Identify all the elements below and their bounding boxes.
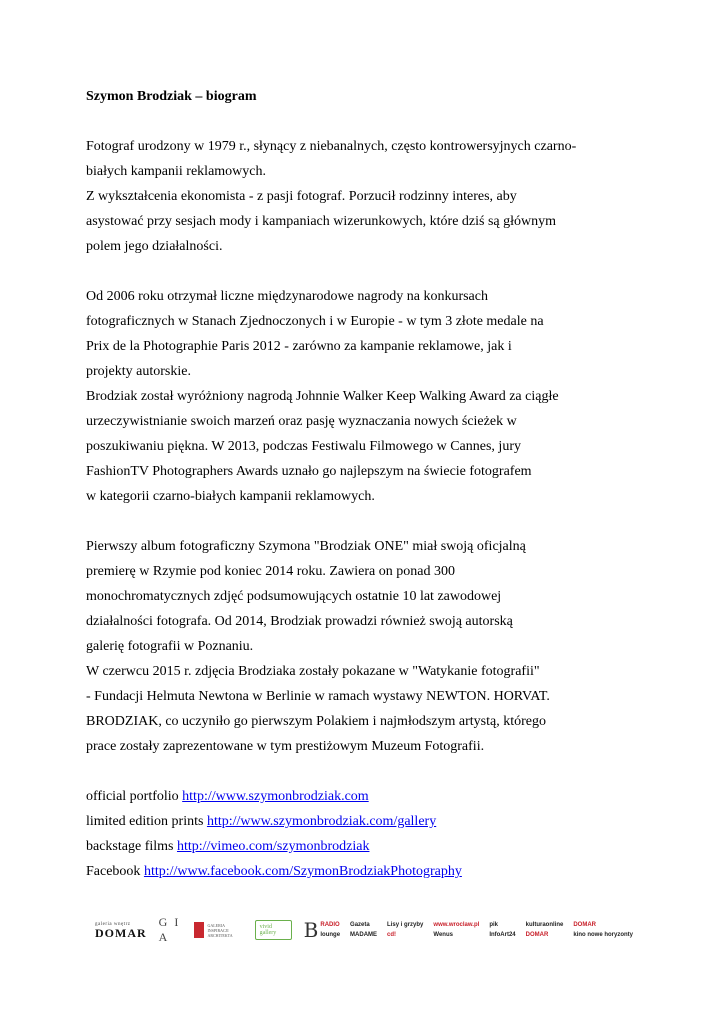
media-partner-logos — [318, 921, 635, 939]
sponsor-logo: InfoArt24 — [489, 932, 516, 938]
sponsor-logo: DOMAR — [525, 932, 549, 938]
gia-red-mark — [194, 922, 205, 938]
sponsor-logo: DOMAR — [573, 922, 596, 928]
sponsor-logo: kino nowe horyzonty — [573, 932, 633, 938]
paragraph-line: poszukiwaniu piękna. W 2013, podczas Festiwalu Filmowego w Cannes, jury — [86, 439, 521, 454]
biography-body — [86, 134, 686, 759]
link-label: Facebook — [86, 864, 141, 879]
b-logo: B — [303, 918, 319, 942]
paragraph-line: Od 2006 roku otrzymał liczne międzynarodowe nagrody na konkursach — [86, 289, 488, 304]
link-url[interactable]: http://www.szymonbrodziak.com — [182, 789, 369, 804]
paragraph-line: Fotograf urodzony w 1979 r., słynący z niebanalnych, często kontrowersyjnych czarno- — [86, 139, 577, 154]
page-title: Szymon Brodziak – biogram — [86, 89, 257, 104]
paragraph-line: fotograficznych w Stanach Zjednoczonych i w Europie - w tym 3 złote medale na — [86, 314, 544, 329]
paragraph-line: działalności fotografa. Od 2014, Brodziak prowadzi również swoją autorską — [86, 614, 513, 629]
sponsor-logo: Gazeta — [350, 922, 370, 928]
paragraph-line: Prix de la Photographie Paris 2012 - zarówno za kampanie reklamowe, jak i — [86, 339, 512, 354]
gia-letters: G I A — [158, 915, 181, 944]
sponsor-logo: lounge — [320, 932, 341, 938]
sponsor-logo: cd! — [387, 932, 397, 938]
sponsor-logo: pik — [489, 922, 498, 928]
paragraph — [86, 534, 686, 759]
sponsor-logos-strip — [95, 910, 635, 950]
link-row — [86, 859, 686, 884]
sponsor-logo: Lisy i grzyby — [387, 922, 424, 928]
paragraph-line: urzeczywistnianie swoich marzeń oraz pasję wyznaczania nowych ścieżek w — [86, 414, 517, 429]
domar-logo — [95, 922, 147, 939]
partner-logos — [95, 915, 318, 945]
document-page — [86, 84, 686, 884]
link-url[interactable]: http://vimeo.com/szymonbrodziak — [176, 839, 370, 854]
paragraph-line: BRODZIAK, co uczyniło go pierwszym Polakiem i najmłodszym artystą, którego — [86, 714, 546, 729]
paragraph-line: projekty autorskie. — [86, 364, 191, 379]
sponsor-logo: Wenus — [433, 932, 453, 938]
link-row — [86, 809, 686, 834]
paragraph-line: prace zostały zaprezentowane w tym prestiżowym Muzeum Fotografii. — [86, 739, 485, 754]
paragraph-line: asystować przy sesjach mody i kampaniach wizerunkowych, które dziś są głównym — [86, 214, 557, 229]
sponsor-logo: MADAME — [350, 932, 378, 938]
link-row — [86, 784, 686, 809]
paragraph-line: monochromatycznych zdjęć podsumowujących ostatnie 10 lat zawodowej — [86, 589, 502, 604]
vivid-gallery-logo: vivid gallery — [255, 920, 292, 940]
paragraph-line: premierę w Rzymie pod koniec 2014 roku. Zawiera on ponad 300 — [86, 564, 455, 579]
link-url[interactable]: http://www.szymonbrodziak.com/gallery — [206, 814, 437, 829]
sponsor-logo: RADIO — [320, 922, 340, 928]
paragraph-line: Z wykształcenia ekonomista - z pasji fotograf. Porzucił rodzinny interes, aby — [86, 189, 517, 204]
link-row — [86, 834, 686, 859]
paragraph-line: Pierwszy album fotograficzny Szymona "Brodziak ONE" miał swoją oficjalną — [86, 539, 526, 554]
gia-logo — [159, 915, 243, 945]
gia-caption: GALERIA INSPIRACJI ARCHITEKTA — [207, 922, 233, 938]
paragraph-line: polem jego działalności. — [86, 239, 223, 254]
paragraph-line: FashionTV Photographers Awards uznało go najlepszym na świecie fotografem — [86, 464, 532, 479]
paragraph — [86, 134, 686, 259]
paragraph — [86, 284, 686, 509]
paragraph-line: galerię fotografii w Poznaniu. — [86, 639, 254, 654]
sponsor-logo: kulturaonline — [525, 922, 564, 928]
paragraph-line: białych kampanii reklamowych. — [86, 164, 266, 179]
domar-subtitle: galeria wnętrz — [95, 921, 131, 927]
link-label: limited edition prints — [86, 814, 204, 829]
sponsor-logo: www.wroclaw.pl — [433, 922, 480, 928]
link-url[interactable]: http://www.facebook.com/SzymonBrodziakPhotography — [143, 864, 462, 879]
paragraph-line: Brodziak został wyróżniony nagrodą Johnnie Walker Keep Walking Award za ciągłe — [86, 389, 559, 404]
link-label: official portfolio — [86, 789, 179, 804]
link-label: backstage films — [86, 839, 174, 854]
paragraph-line: - Fundacji Helmuta Newtona w Berlinie w ramach wystawy NEWTON. HORVAT. — [86, 689, 550, 704]
links-list — [86, 784, 686, 884]
domar-wordmark: DOMAR — [95, 925, 147, 940]
paragraph-line: W czerwcu 2015 r. zdjęcia Brodziaka zostały pokazane w "Watykanie fotografii" — [86, 664, 540, 679]
paragraph-line: w kategorii czarno-białych kampanii reklamowych. — [86, 489, 375, 504]
